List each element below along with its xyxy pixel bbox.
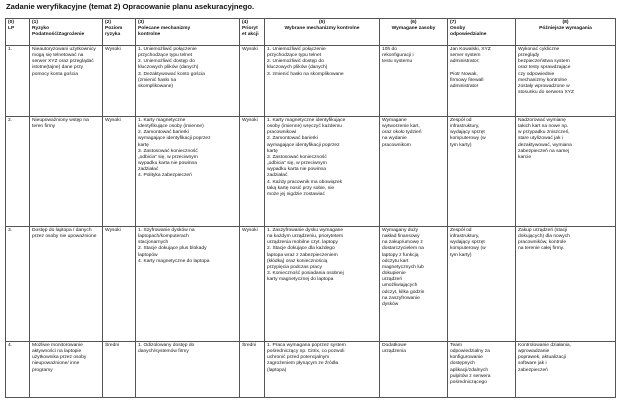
table-row xyxy=(6,227,616,342)
cell-lp: 4. xyxy=(6,342,30,398)
cell-zasoby: 10h do rekonfiguracji i testu systemu xyxy=(380,46,448,117)
cell-wybrane: 1. Uniemożliwić połączenie przychodzące typu telnet 2. Uniemożliwić dostęp do kluczowych plików (danych) 3. zmienić hasło na skomplikowane xyxy=(265,46,380,117)
cell-poziom: Wysoki xyxy=(103,117,136,227)
cell-zasoby: Wymagany duży nakład finansowy na zakup/umowę z dostarczycielem na laptopy z funkcją odczytu kart magnetycznych lub dokupienie urządzeń umożliwiających odczyt, kilka godzin na zaszyfrowanie dysków xyxy=(380,227,448,342)
cell-priorytet: Wysoki xyxy=(240,117,265,227)
cell-lp: 1. xyxy=(6,46,30,117)
cell-poziom: Wysoki xyxy=(103,46,136,117)
cell-lp: 2. xyxy=(6,117,30,227)
cell-osoby: Zespół od infrastruktury, wydający sprzęt komputerowy (w tym karty) xyxy=(448,227,516,342)
cell-poziom: Wysoki xyxy=(103,227,136,342)
cell-priorytet: Średni xyxy=(240,342,265,398)
header-polecane: (3) Polecane mechanizmy kontrolne xyxy=(136,19,240,46)
header-lp: (0) LP xyxy=(6,19,30,46)
cell-lp: 3. xyxy=(6,227,30,342)
risk-plan-table xyxy=(5,18,616,398)
cell-ryzyko: Nieupoważniony wstęp na teren firmy xyxy=(30,117,103,227)
cell-zasoby: Dodatkowe urządzenia xyxy=(380,342,448,398)
cell-ryzyko: Nieautoryzowani użytkownicy mogą się telnetować na serwer XYZ oraz przeglądać istotne(tajne) dane przy pomocy konta gościa xyxy=(30,46,103,117)
cell-polecane: 1. Szyfrowanie dysków na laptopach/komputerach stacjonarnych 2. Stacje dokujące plus blokady laptopów 4. Karty magnetyczne do laptopa xyxy=(136,227,240,342)
header-zasoby: (6) Wymagane zasoby xyxy=(380,19,448,46)
header-row xyxy=(6,19,616,46)
header-poziom: (2) Poziom ryzyka xyxy=(103,19,136,46)
cell-zasoby: Wymagane wytworzenie kart, oraz około tydzień na wydanie pracownikom xyxy=(380,117,448,227)
cell-priorytet: Wysoki xyxy=(240,46,265,117)
cell-osoby: Jan Kowalski, XYZ server system administrator; Piotr Nowak, firmowy firewall administrator xyxy=(448,46,516,117)
cell-pozniejsze: Kontrolowanie działania, wprowadzanie poprawek, aktualizacji software jak i zabezpieczeń xyxy=(516,342,616,398)
header-pozniejsze: (8) Późniejsze wymagania xyxy=(516,19,616,46)
table-row xyxy=(6,342,616,398)
cell-osoby: Team odpowiedzialny za konfigurowanie dostępnych aplikacji/zdalnych pulpitów z serwera pośredniczącego xyxy=(448,342,516,398)
cell-wybrane: 1. Zaszyfrowanie dysku wymagane na każdym urządzeniu, priorytetem urządzenia mobilne czyt. laptopy 2. Stacje dokujące dla każdego laptopa wraz z zabezpieczeniem (kłódką) oraz koniecznością przypięcia podczas pracy 3. Konieczność posiadania osobnej karty magnetycznej do laptopa xyxy=(265,227,380,342)
cell-wybrane: 1. Praca wymagana poprzez system pośredniczący np. Citrix, co pozwoli uchronić przed potencjalnym zagrożeniem płynącym ze źródła (laptopa) xyxy=(265,342,380,398)
header-osoby: (7) Osoby odpowiedzialne xyxy=(448,19,516,46)
cell-polecane: 1. Karty magnetyczne identyfikujące osoby (imienne) 2. Zamontować barierki wymagające identyfikacji poprzez kartę 3. Zastosować konieczność „odbicia” się, w przeciwnym wypadku karta nie powinna zadziałać 4. Polityka zabezpieczeń xyxy=(136,117,240,227)
header-wybrane: (5) Wybrane mechanizmy kontrolne xyxy=(265,19,380,46)
cell-priorytet: Wysoki xyxy=(240,227,265,342)
cell-pozniejsze: Zakup urządzeń (stacji dokujących) dla nowych pracowników, kontrole na terenie całej firmy. xyxy=(516,227,616,342)
cell-poziom: Średni xyxy=(103,342,136,398)
cell-ryzyko: Dostęp do laptopa / danych przez osoby nie upoważnione xyxy=(30,227,103,342)
cell-pozniejsze: Nadzorować wymianę takich kart na nowe np. w przypadku zniszczeń, stare utylizować jak i dezaktywować, wymiana zabezpieczeń na samej karcie xyxy=(516,117,616,227)
cell-polecane: 1. Odizolowany dostęp do danych/systemów firmy xyxy=(136,342,240,398)
cell-wybrane: 1. Karty magnetyczne identyfikujące osoby (imienne) wręczyć każdemu pracownikowi 2. Zamontować barierki wymagające identyfikacji poprzez kartę 3. Zastosować konieczność „odbicia” się, w przeciwnym wypadku karta nie powinna zadziałać 4. Każdy pracownik ma obowiązek taką kartę nosić przy sobie, nie może jej nigdzie zostawiać xyxy=(265,117,380,227)
cell-osoby: Zespół od infrastruktury, wydający sprzęt komputerowy (w tym karty) xyxy=(448,117,516,227)
cell-ryzyko: Możliwe monitorowanie aktywności na laptopie użytkownika przez osoby nieupoważnione/ inne programy xyxy=(30,342,103,398)
header-priorytet: (4) Prioryt et akcji xyxy=(240,19,265,46)
cell-pozniejsze: Wykonać cykliczne przeglądy bezpieczeństwa system oraz testy sprawdzające czy odpowiednie mechanizmy kontrolne zostały wprowadzone w stosunku do serwera XYZ xyxy=(516,46,616,117)
table-row xyxy=(6,117,616,227)
table-row xyxy=(6,46,616,117)
document-title: Zadanie weryfikacyjne (temat 2) Opracowanie planu asekuracyjnego. xyxy=(6,2,255,11)
cell-polecane: 1. Uniemożliwić połączenie przychodzące typu telnet 2. Uniemożliwić dostęp do kluczowych plików (danych) 3. Dezaktywować konto gościa (zmienić hasło na skomplikowane) xyxy=(136,46,240,117)
header-ryzyko: (1) Ryzyko Podatność/Zagrożenie xyxy=(30,19,103,46)
